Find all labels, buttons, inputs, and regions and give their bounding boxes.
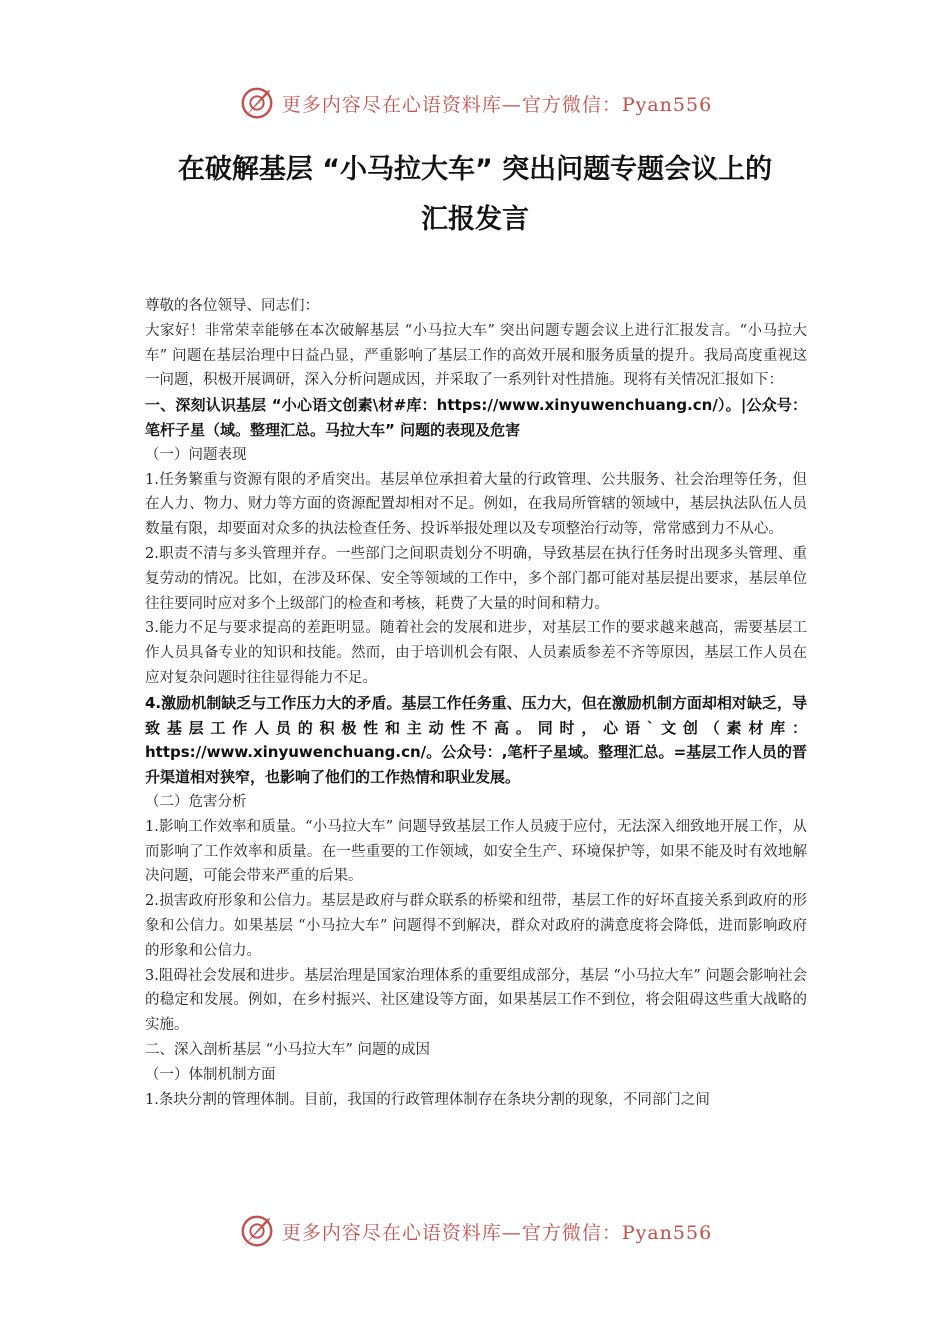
subheading-institutional: （一）体制机制方面 bbox=[145, 1066, 276, 1083]
list-item: 1.条块分割的管理体制。目前，我国的行政管理体制存在条块分割的现象，不同部门之间 bbox=[145, 1091, 710, 1108]
page-title-line-1: 在破解基层 “小马拉大车” 突出问题专题会议上的 bbox=[177, 154, 773, 185]
quill-logo-icon bbox=[238, 1212, 276, 1250]
section-heading-1: 一、深刻认识基层 “小心语文创素\材#库：https://www.xinyuwenchuang.cn/）。|公众号：笔杆子星（域。整理汇总。马拉大车” 问题的表现及危害 bbox=[145, 396, 807, 439]
list-item-bold: 4.激励机制缺乏与工作压力大的矛盾。基层工作任务重、压力大，但在激励机制方面却相对缺乏，导致基层工作人员的积极性和主动性不高。同时，心语`文创（素材库：https://www.xinyuwenchuang.cn/。公众号：,笔杆子星域。整理汇总。=基层工作人员的晋升渠道相对狭窄，也影响了他们的工作热情和职业发展。 bbox=[145, 693, 807, 787]
list-item: 3.能力不足与要求提高的差距明显。随着社会的发展和进步，对基层工作的要求越来越高，需要基层工作人员具备专业的知识和技能。然而，由于培训机会有限、人员素质参差不齐等原因，基层工作人员在应对复杂问题时往往显得能力不足。 bbox=[145, 620, 807, 686]
subheading-harm-analysis: （二）危害分析 bbox=[145, 793, 247, 810]
intro-paragraph: 大家好！非常荣幸能够在本次破解基层 “小马拉大车” 突出问题专题会议上进行汇报发言。“小马拉大车” 问题在基层治理中日益凸显，严重影响了基层工作的高效开展和服务质量的提升。我局高度重视这一问题，积极开展调研，深入分析问题成因，并采取了一系列针对性措施。现将有关情况汇报如下： bbox=[145, 322, 807, 389]
list-item: 1.影响工作效率和质量。“小马拉大车” 问题导致基层工作人员疲于应付，无法深入细致地开展工作，从而影响了工作效率和质量。在一些重要的工作领域，如安全生产、环境保护等，如果不能及时有效地解决问题，可能会带来严重的后果。 bbox=[145, 818, 807, 885]
banner-text: 更多内容尽在心语资料库—官方微信：Pyan556 bbox=[281, 93, 713, 116]
header-banner bbox=[0, 84, 950, 122]
list-item: 3.阻碍社会发展和进步。基层治理是国家治理体系的重要组成部分，基层 “小马拉大车” 问题会影响社会的稳定和发展。例如，在乡村振兴、社区建设等方面，如果基层工作不到位，将会阻碍这些重大战略的实施。 bbox=[145, 967, 807, 1034]
salutation: 尊敬的各位领导、同志们： bbox=[145, 298, 319, 314]
list-item: 2.损害政府形象和公信力。基层是政府与群众联系的桥梁和纽带，基层工作的好坏直接关系到政府的形象和公信力。如果基层 “小马拉大车” 问题得不到解决，群众对政府的满意度将会降低，进而影响政府的形象和公信力。 bbox=[145, 893, 807, 959]
banner-text: 更多内容尽在心语资料库—官方微信：Pyan556 bbox=[281, 1221, 713, 1244]
quill-logo-icon bbox=[238, 84, 276, 122]
list-item: 1.任务繁重与资源有限的矛盾突出。基层单位承担着大量的行政管理、公共服务、社会治理等任务，但在人力、物力、财力等方面的资源配置却相对不足。例如，在我局所管辖的领域中，基层执法队伍人员数量有限，却要面对众多的执法检查任务、投诉举报处理以及专项整治行动等，常常感到力不从心。 bbox=[145, 471, 807, 538]
section-heading-2: 二、深入剖析基层 “小马拉大车” 问题的成因 bbox=[145, 1041, 431, 1058]
document-body bbox=[145, 294, 807, 1112]
page-title-line-2: 汇报发言 bbox=[421, 204, 529, 235]
list-item: 2.职责不清与多头管理并存。一些部门之间职责划分不明确，导致基层在执行任务时出现多头管理、重复劳动的情况。比如，在涉及环保、安全等领域的工作中，多个部门都可能对基层提出要求，基层单位往往要同时应对多个上级部门的检查和考核，耗费了大量的时间和精力。 bbox=[145, 545, 807, 612]
subheading-problem-manifestation: （一）问题表现 bbox=[145, 446, 247, 463]
footer-banner bbox=[0, 1212, 950, 1250]
